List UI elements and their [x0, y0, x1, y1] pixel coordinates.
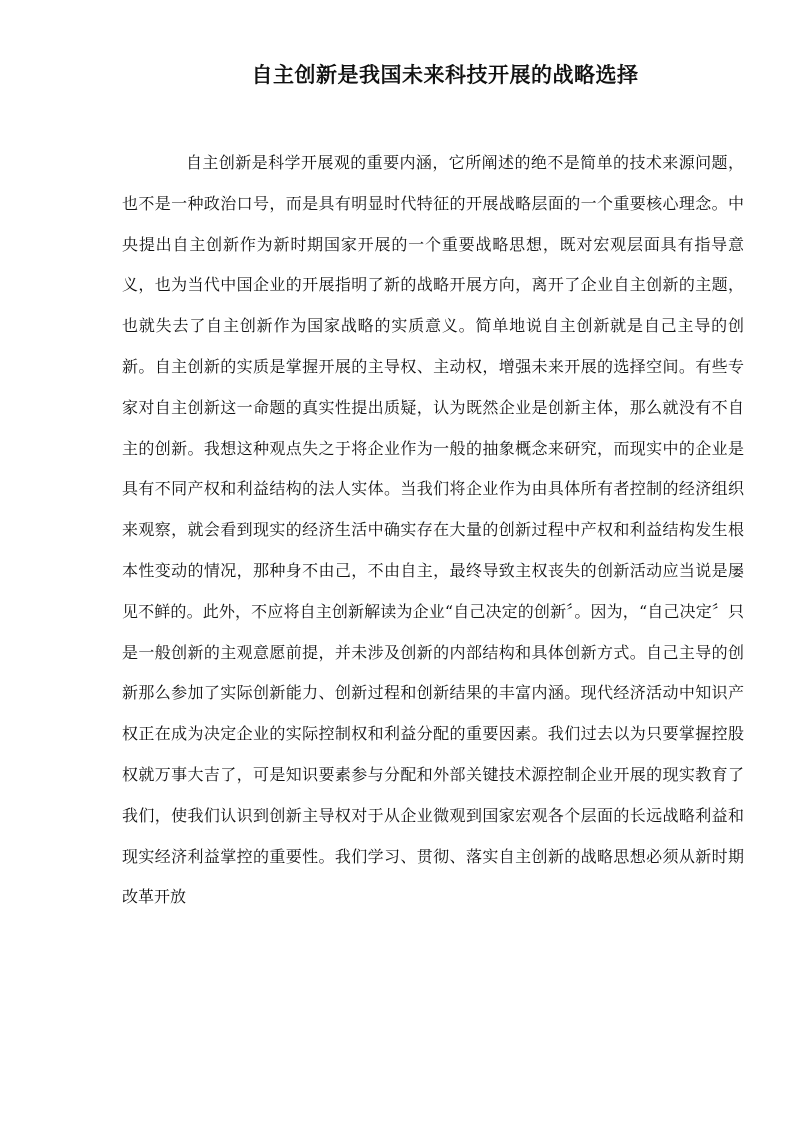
document-title: 自主创新是我国未来科技开展的战略选择: [251, 63, 639, 88]
body-paragraph: 自主创新是科学开展观的重要内涵，它所阐述的绝不是简单的技术来源问题，也不是一种政治口号，而是具有明显时代特征的开展战略层面的一个重要核心理念。中央提出自主创新作为新时期国家开展的一个重要战略思想，既对宏观层面具有指导意义，也为当代中国企业的开展指明了新的战略开展方向，离开了企业自主创新的主题，也就失去了自主创新作为国家战略的实质意义。简单地说自主创新就是自己主导的创新。自主创新的实质是掌握开展的主导权、主动权，增强未来开展的选择空间。有些专家对自主创新这一命题的真实性提出质疑，认为既然企业是创新主体，那么就没有不自主的创新。我想这种观点失之于将企业作为一般的抽象概念来研究，而现实中的企业是具有不同产权和利益结构的法人实体。当我们将企业作为由具体所有者控制的经济组织来观察，就会看到现实的经济生活中确实存在大量的创新过程中产权和利益结构发生根本性变动的情况，那种身不由己，不由自主，最终导致主权丧失的创新活动应当说是屡见不鲜的。此外，不应将自主创新解读为企业“自己决定的创新〞。因为，“自己决定〞只是一般创新的主观意愿前提，并未涉及创新的内部结构和具体创新方式。自己主导的创新那么参加了实际创新能力、创新过程和创新结果的丰富内涵。现代经济活动中知识产权正在成为决定企业的实际控制权和利益分配的重要因素。我们过去以为只要掌握控股权就万事大吉了，可是知识要素参与分配和外部关键技术源控制企业开展的现实教育了我们，使我们认识到创新主导权对于从企业微观到国家宏观各个层面的长远战略利益和现实经济利益掌控的重要性。我们学习、贯彻、落实自主创新的战略思想必须从新时期改革开放: [122, 153, 744, 907]
